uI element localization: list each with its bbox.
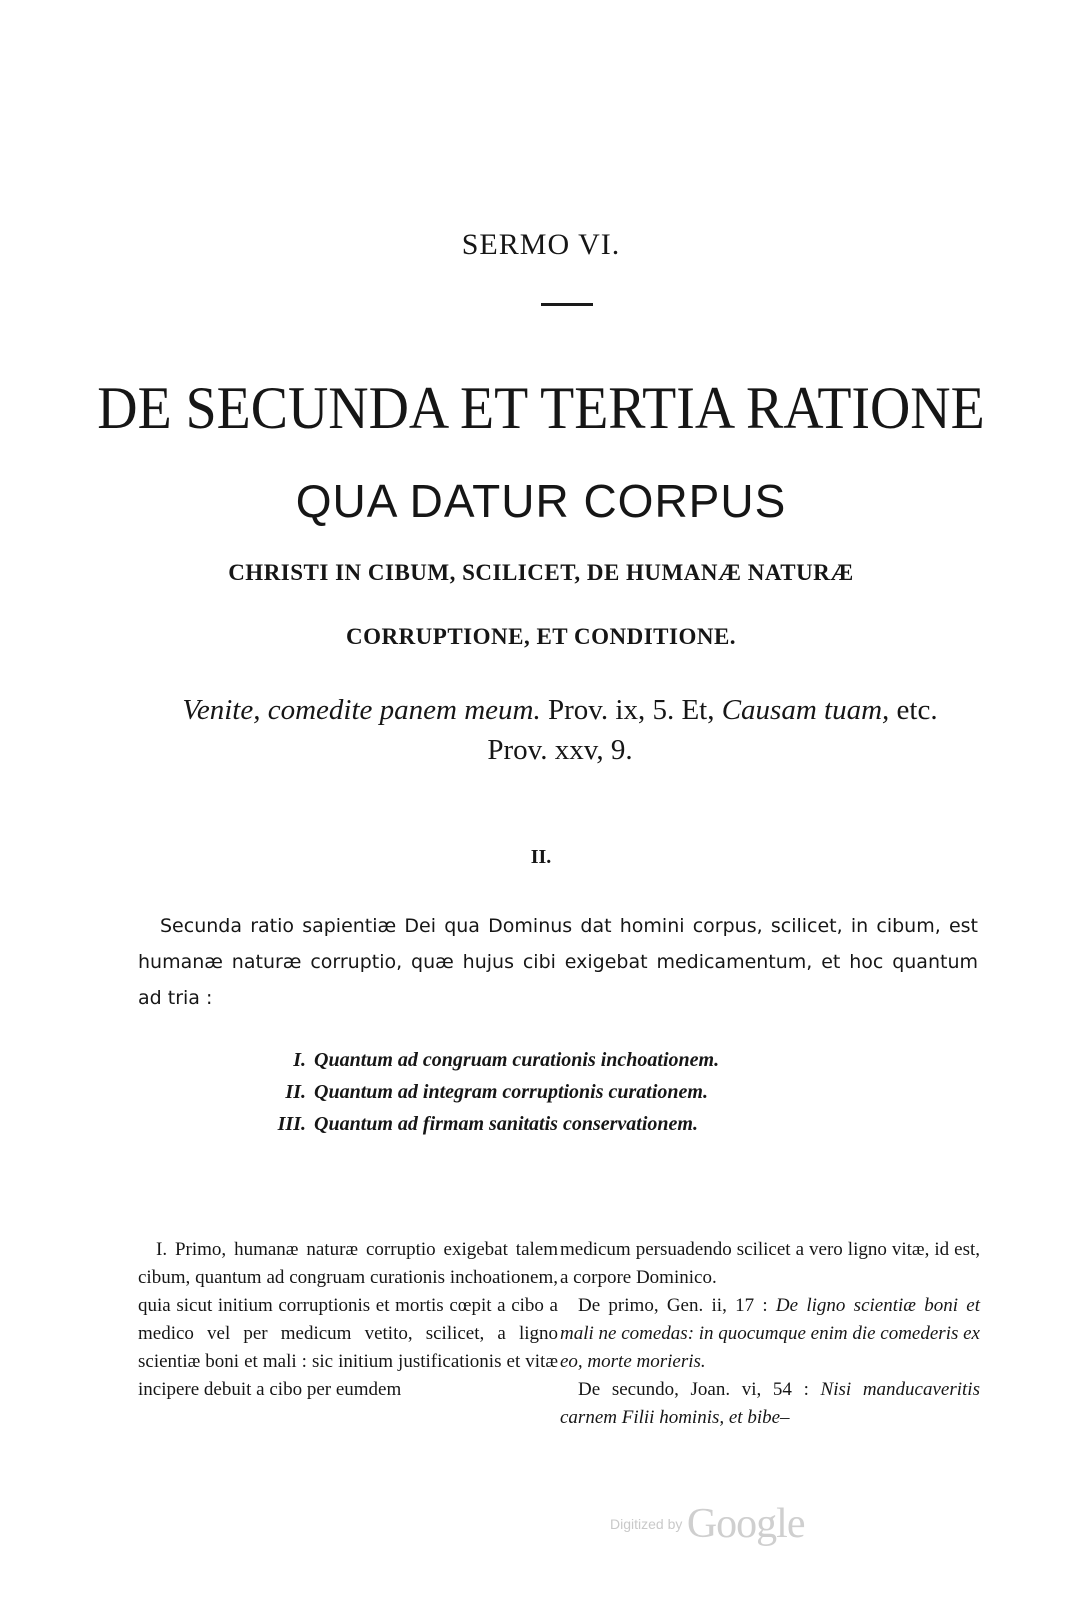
point-item [268, 1108, 888, 1140]
point-number: III. [277, 1113, 306, 1135]
quote-john: Nisi manducaveritis carnem Filii hominis, et bibe– [560, 1379, 980, 1428]
title-subtitle: QUA DATUR CORPUS [295, 475, 787, 527]
section-number: II. [530, 846, 552, 868]
point-number: I. [293, 1049, 306, 1071]
epigraph-quote-1: Venite, comedite panem meum. [182, 694, 541, 726]
right-column-paragraph-3 [560, 1376, 980, 1432]
epigraph-reference-1: Prov. ix, 5. Et, [540, 694, 722, 726]
title-line-3: CHRISTI IN CIBUM, SCILICET, DE HUMANÆ NATURÆ [228, 560, 854, 585]
point-text: Quantum ad congruam curationis inchoationem. [314, 1049, 720, 1071]
point-text: Quantum ad integram corruptionis curationem. [314, 1081, 708, 1103]
points-list [268, 1044, 888, 1140]
citation-john: De secundo, Joan. vi, 54 : [578, 1379, 821, 1400]
sermon-number: SERMO VI. [461, 228, 621, 261]
title-main: DE SECUNDA ET TERTIA RATIONE [97, 375, 985, 441]
intro-paragraph [138, 908, 978, 1016]
right-column-paragraph-2 [560, 1292, 980, 1376]
intro-text: Secunda ratio sapientiæ Dei qua Dominus dat homini corpus, scilicet, in cibum, est humanæ naturæ corruptio, quæ hujus cibi exigebat medicamentum, et hoc quantum ad tria : [138, 915, 978, 1009]
left-column-text: I. Primo, humanæ naturæ corruptio exigebat talem cibum, quantum ad congruam curationis inchoationem, quia sicut initium corruptionis et mortis cœpit a cibo a medico vel per medicum vetito, scilicet, a ligno scientiæ boni et mali : sic initium justificationis et vitæ incipere debuit a cibo per eumdem [138, 1239, 558, 1400]
citation-genesis: De primo, Gen. ii, 17 : [578, 1295, 776, 1316]
quote-genesis: De ligno scientiæ boni et mali ne comedas: in quocumque enim die comederis ex eo, morte morieris. [560, 1295, 980, 1372]
epigraph-quote-2: Causam tuam, [721, 694, 890, 726]
left-column [138, 1236, 558, 1404]
digitized-watermark [610, 1500, 804, 1548]
point-text: Quantum ad firmam sanitatis conservationem. [314, 1113, 698, 1135]
google-logo: Google [686, 1501, 805, 1547]
point-number: II. [285, 1081, 306, 1103]
point-item [268, 1044, 888, 1076]
point-item [268, 1076, 888, 1108]
watermark-prefix: Digitized by [610, 1516, 683, 1532]
title-line-4: CORRUPTIONE, ET CONDITIONE. [345, 624, 737, 649]
right-column [560, 1236, 980, 1432]
title-rule [541, 303, 593, 306]
epigraph [150, 690, 970, 770]
right-column-paragraph-1: medicum persuadendo scilicet a vero ligno vitæ, id est, a corpore Dominico. [560, 1239, 980, 1288]
epigraph-reference-2: etc. Prov. xxv, 9. [487, 694, 938, 766]
